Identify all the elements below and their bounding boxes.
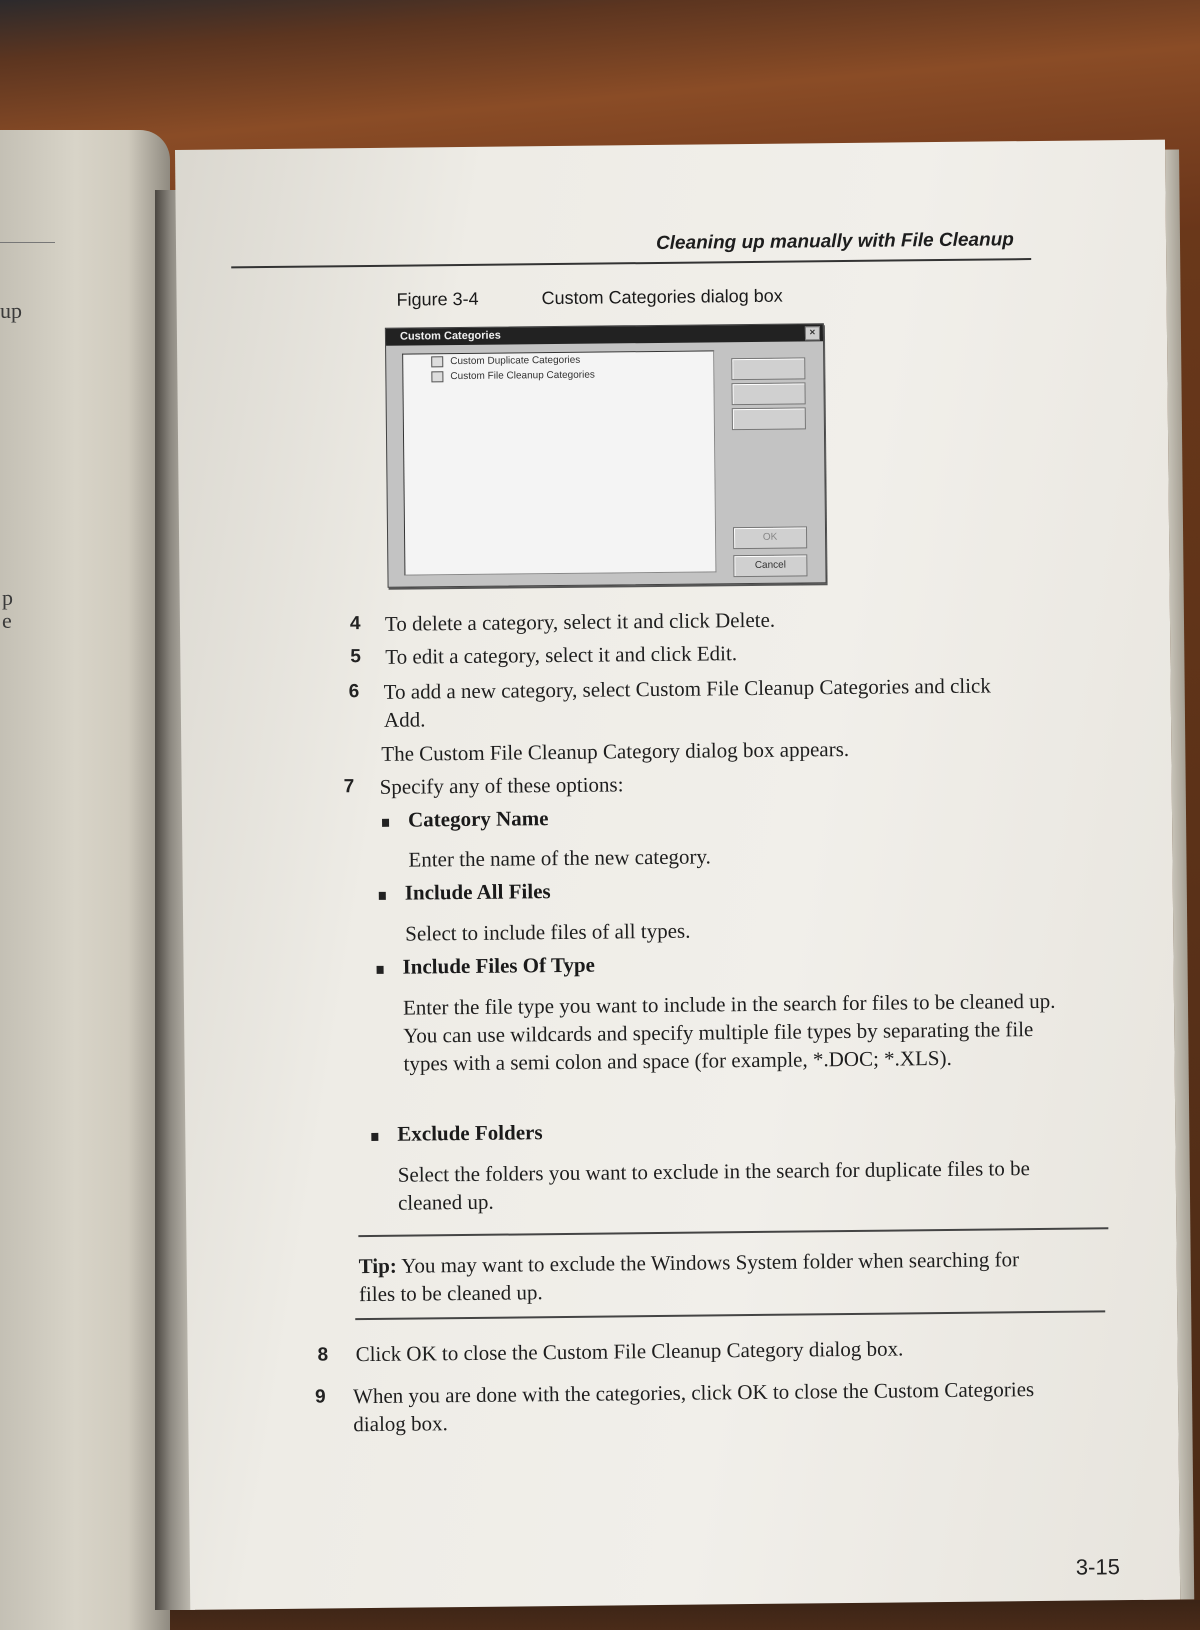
left-page-rule bbox=[0, 242, 55, 243]
option-description: Enter the file type you want to include in the search for files to be cleaned up. You can use wildcards and specify multiple file types by separating the file types with a semi colon and space (for example, *.DOC; *.XLS). bbox=[402, 988, 1056, 1076]
tip-top-rule bbox=[358, 1227, 1108, 1236]
dialog-title-bar bbox=[386, 324, 823, 346]
step-number: 7 bbox=[343, 776, 355, 798]
close-icon[interactable]: × bbox=[805, 326, 820, 340]
tree-item-file-cleanup-categories[interactable] bbox=[403, 366, 713, 384]
page-edge bbox=[1165, 149, 1194, 1599]
step-text: To add a new category, select Custom File Cleanup Categories and click Add. bbox=[383, 673, 991, 732]
folder-icon bbox=[431, 371, 443, 382]
step-text: When you are done with the categories, click OK to close the Custom Categories dialog box. bbox=[352, 1377, 1035, 1437]
right-page bbox=[175, 140, 1180, 1610]
step-text: Specify any of these options: bbox=[379, 772, 624, 799]
bullet-icon bbox=[371, 1133, 378, 1141]
category-tree[interactable] bbox=[402, 350, 716, 575]
tree-item-label: Custom Duplicate Categories bbox=[450, 354, 581, 368]
option-title: Include All Files bbox=[404, 879, 551, 905]
step-number: 8 bbox=[317, 1344, 329, 1366]
step-text: To delete a category, select it and click Delete. bbox=[384, 607, 776, 636]
option-description: Select to include files of all types. bbox=[405, 918, 691, 946]
left-page-fragment: p bbox=[2, 585, 13, 610]
bullet-icon bbox=[382, 819, 389, 827]
custom-categories-dialog bbox=[385, 323, 827, 588]
left-page-fragment: e bbox=[2, 608, 12, 633]
option-title: Category Name bbox=[407, 806, 549, 832]
option-description: Enter the name of the new category. bbox=[408, 844, 711, 872]
bullet-icon bbox=[377, 966, 384, 974]
tree-item-label: Custom File Cleanup Categories bbox=[450, 369, 595, 383]
tip-bottom-rule bbox=[355, 1310, 1105, 1319]
step-number: 5 bbox=[350, 646, 362, 668]
step-number: 6 bbox=[348, 681, 360, 703]
option-title: Include Files Of Type bbox=[402, 952, 596, 979]
step-number: 4 bbox=[349, 613, 361, 635]
figure-caption bbox=[396, 286, 782, 311]
header-rule bbox=[231, 258, 1031, 268]
delete-button[interactable] bbox=[732, 407, 806, 430]
edit-button[interactable] bbox=[731, 382, 805, 405]
step-text: Click OK to close the Custom File Cleanup Category dialog box. bbox=[355, 1336, 904, 1367]
figure-title: Custom Categories dialog box bbox=[541, 285, 783, 309]
tip-label: Tip: bbox=[358, 1253, 397, 1279]
left-page-fragment: up bbox=[0, 298, 22, 323]
option-title: Exclude Folders bbox=[397, 1120, 543, 1146]
step-result-text: The Custom File Cleanup Category dialog box appears. bbox=[381, 736, 850, 766]
dialog-title: Custom Categories bbox=[399, 329, 501, 343]
running-head: Cleaning up manually with File Cleanup bbox=[655, 229, 1014, 254]
bullet-icon bbox=[379, 892, 386, 900]
figure-number: Figure 3-4 bbox=[396, 288, 479, 310]
step-text: To edit a category, select it and click Edit. bbox=[385, 641, 738, 669]
add-button[interactable] bbox=[731, 357, 805, 380]
left-page bbox=[0, 130, 170, 1630]
step-number: 9 bbox=[314, 1386, 326, 1408]
tip-text: You may want to exclude the Windows System folder when searching for files to be cleaned up. bbox=[358, 1247, 1020, 1307]
ok-button[interactable]: OK bbox=[733, 526, 807, 549]
option-description: Select the folders you want to exclude in the search for duplicate files to be cleaned up. bbox=[397, 1156, 1030, 1215]
tip-box bbox=[359, 1245, 1060, 1308]
folder-icon bbox=[431, 356, 443, 367]
page-number: 3-15 bbox=[1075, 1554, 1121, 1580]
cancel-button[interactable]: Cancel bbox=[733, 554, 807, 577]
